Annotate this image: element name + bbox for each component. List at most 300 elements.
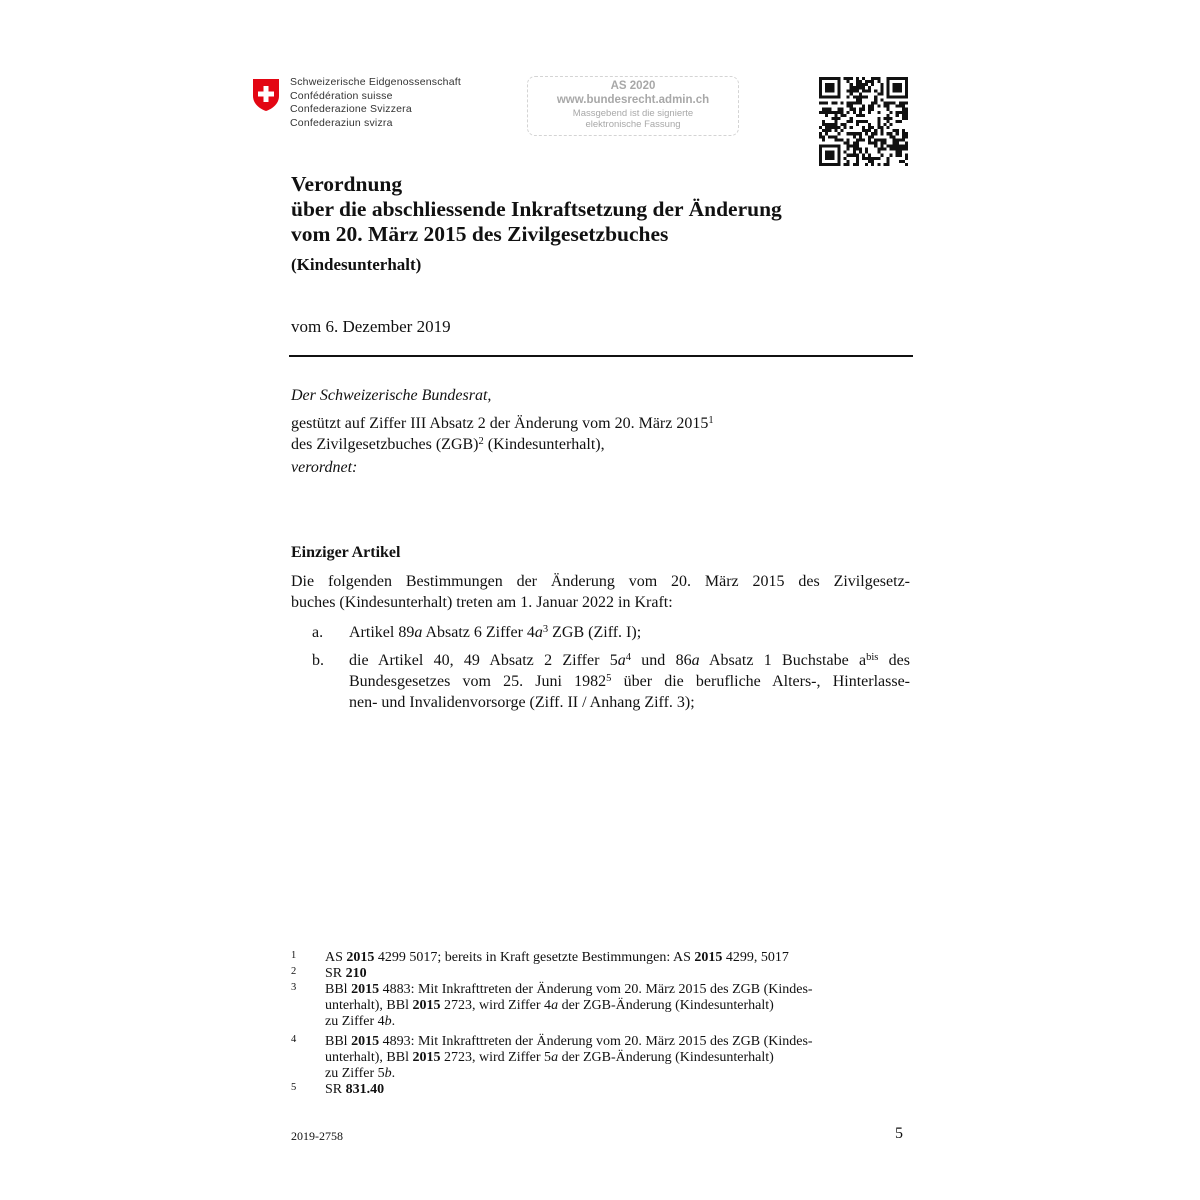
qr-module — [865, 80, 868, 83]
qr-module — [856, 77, 859, 80]
qr-module — [874, 129, 877, 132]
footnote-text: zu Ziffer 5 — [325, 1066, 385, 1081]
qr-module — [868, 129, 871, 132]
qr-module — [853, 102, 856, 105]
qr-module — [865, 151, 868, 154]
footnote-text: 4299, 5017 — [722, 950, 789, 965]
qr-module — [880, 154, 883, 157]
qr-module — [902, 105, 905, 108]
qr-module — [856, 145, 859, 148]
qr-module — [871, 80, 874, 83]
qr-module — [865, 163, 868, 166]
qr-module — [825, 145, 828, 148]
qr-module — [862, 114, 865, 117]
qr-module — [887, 108, 890, 111]
qr-module — [896, 86, 899, 89]
qr-module — [837, 160, 840, 163]
qr-module — [825, 129, 828, 132]
item-a-text-3: ZGB (Ziff. I); — [548, 624, 642, 641]
qr-module — [837, 163, 840, 166]
footnote-text: unterhalt), BBl — [325, 1050, 413, 1065]
qr-module — [822, 129, 825, 132]
footnote-sr-number: 831.40 — [345, 1082, 385, 1097]
qr-module — [834, 114, 837, 117]
footnote-number: 5 — [291, 1082, 297, 1093]
qr-module — [874, 77, 877, 80]
item-b-l2-text-b: über die berufliche Alters-, Hinterlasse- — [611, 673, 910, 690]
qr-module — [840, 114, 843, 117]
qr-module — [856, 83, 859, 86]
qr-module — [877, 117, 880, 120]
qr-module — [834, 120, 837, 123]
article-intro-line-1: Die folgenden Bestimmungen der Änderung vom 20. März 2015 des Zivilgesetz- — [291, 573, 910, 590]
qr-module — [837, 77, 840, 80]
footnote-ref-2: 2 — [478, 436, 484, 447]
qr-module — [859, 151, 862, 154]
qr-module — [877, 123, 880, 126]
qr-module — [837, 157, 840, 160]
list-item-a — [312, 622, 910, 643]
qr-module — [825, 126, 828, 129]
footnote-text: . — [391, 1066, 396, 1081]
qr-module — [893, 135, 896, 138]
qr-module — [844, 123, 847, 126]
qr-module — [877, 80, 880, 83]
stamp-note-2: elektronische Fassung — [585, 119, 681, 130]
footnote-text: . — [391, 1014, 396, 1029]
qr-module — [874, 95, 877, 98]
qr-module — [893, 102, 896, 105]
qr-module — [831, 154, 834, 157]
footnote-year: 2015 — [412, 998, 441, 1013]
qr-module — [828, 77, 831, 80]
qr-module — [850, 83, 853, 86]
qr-module — [859, 108, 862, 111]
qr-module — [877, 120, 880, 123]
qr-module — [893, 83, 896, 86]
qr-module — [887, 132, 890, 135]
qr-module — [856, 154, 859, 157]
qr-module — [905, 86, 908, 89]
qr-module — [831, 126, 834, 129]
qr-module — [840, 129, 843, 132]
qr-module — [859, 111, 862, 114]
qr-module — [877, 77, 880, 80]
qr-module — [896, 148, 899, 151]
qr-module — [859, 98, 862, 101]
qr-module — [853, 148, 856, 151]
article-title: Einziger Artikel — [291, 544, 401, 561]
qr-module — [874, 132, 877, 135]
item-b-bis-superscript: bis — [866, 652, 879, 663]
qr-module — [828, 86, 831, 89]
qr-module — [828, 83, 831, 86]
qr-module — [905, 154, 908, 157]
qr-module — [868, 135, 871, 138]
qr-module — [837, 148, 840, 151]
qr-module — [859, 132, 862, 135]
footnote-italic: b — [384, 1014, 392, 1029]
qr-module — [834, 123, 837, 126]
qr-module — [859, 120, 862, 123]
footnote-2 — [291, 966, 891, 982]
qr-module — [905, 114, 908, 117]
qr-module — [837, 151, 840, 154]
qr-module — [862, 129, 865, 132]
qr-module — [819, 132, 822, 135]
qr-module — [831, 145, 834, 148]
qr-module — [865, 132, 868, 135]
qr-module — [847, 105, 850, 108]
footnote-text: BBl — [325, 1034, 352, 1049]
qr-module — [887, 160, 890, 163]
qr-module — [850, 117, 853, 120]
qr-module — [837, 80, 840, 83]
qr-module — [850, 132, 853, 135]
qr-module — [853, 132, 856, 135]
qr-module — [856, 86, 859, 89]
footnote-ref-1: 1 — [708, 415, 714, 426]
qr-module — [887, 157, 890, 160]
qr-module — [890, 135, 893, 138]
qr-module — [834, 111, 837, 114]
qr-module — [828, 129, 831, 132]
qr-module — [865, 157, 868, 160]
qr-module — [868, 154, 871, 157]
qr-module — [828, 89, 831, 92]
qr-module — [902, 102, 905, 105]
footnote-ref-5: 5 — [606, 673, 612, 684]
qr-module — [825, 123, 828, 126]
qr-module — [853, 145, 856, 148]
official-publication-stamp — [527, 76, 739, 136]
qr-module — [822, 102, 825, 105]
footnote-year: 2015 — [351, 1034, 380, 1049]
preamble-basis-text-1: gestützt auf Ziffer III Absatz 2 der Änderung vom 20. März 2015 — [291, 415, 709, 432]
qr-module — [831, 111, 834, 114]
qr-module — [831, 117, 834, 120]
qr-module — [844, 141, 847, 144]
qr-module — [902, 108, 905, 111]
qr-module — [850, 120, 853, 123]
item-b-l1-text-c: Absatz 1 Buchstabe a — [699, 652, 867, 669]
qr-module — [880, 145, 883, 148]
qr-module — [877, 157, 880, 160]
item-b-l2-text-a: Bundesgesetzes vom 25. Juni 1982 — [349, 673, 607, 690]
qr-module — [859, 148, 862, 151]
qr-module — [877, 148, 880, 151]
qr-module — [837, 86, 840, 89]
qr-module — [837, 111, 840, 114]
qr-module — [868, 105, 871, 108]
qr-module — [859, 114, 862, 117]
qr-module — [896, 95, 899, 98]
qr-module — [844, 126, 847, 129]
qr-module — [887, 163, 890, 166]
qr-module — [877, 126, 880, 129]
qr-module — [819, 77, 822, 80]
qr-module — [890, 154, 893, 157]
qr-module — [868, 108, 871, 111]
qr-module — [856, 148, 859, 151]
qr-module — [847, 111, 850, 114]
footnote-text: 4883: Mit Inkrafttreten der Änderung vom 20. März 2015 des ZGB (Kindes- — [379, 982, 813, 997]
qr-module — [831, 86, 834, 89]
qr-module — [896, 151, 899, 154]
qr-module — [887, 83, 890, 86]
qr-module — [825, 151, 828, 154]
qr-module — [825, 163, 828, 166]
qr-module — [834, 126, 837, 129]
qr-module — [865, 89, 868, 92]
qr-module — [893, 148, 896, 151]
qr-module — [902, 129, 905, 132]
qr-module — [887, 102, 890, 105]
qr-module — [896, 83, 899, 86]
item-b-line-1 — [349, 650, 910, 671]
qr-module — [880, 92, 883, 95]
qr-module — [880, 126, 883, 129]
qr-module — [853, 89, 856, 92]
preamble-legal-basis — [291, 413, 714, 455]
qr-module — [837, 108, 840, 111]
qr-module — [868, 160, 871, 163]
qr-module — [819, 92, 822, 95]
qr-module — [856, 102, 859, 105]
page-number: 5 — [895, 1125, 903, 1142]
qr-module — [819, 111, 822, 114]
footnote-text: 2723, wird Ziffer 4 — [440, 998, 552, 1013]
qr-module — [859, 80, 862, 83]
qr-module — [825, 157, 828, 160]
qr-module — [899, 105, 902, 108]
qr-module — [868, 86, 871, 89]
qr-module — [893, 145, 896, 148]
qr-module — [887, 145, 890, 148]
footnote-text: zu Ziffer 4 — [325, 1014, 385, 1029]
qr-module — [859, 83, 862, 86]
title-divider — [289, 355, 913, 357]
qr-module — [865, 83, 868, 86]
qr-module — [887, 120, 890, 123]
qr-module — [896, 105, 899, 108]
qr-module — [905, 89, 908, 92]
qr-module — [899, 145, 902, 148]
qr-module — [877, 151, 880, 154]
qr-module — [880, 148, 883, 151]
qr-module — [899, 160, 902, 163]
qr-module — [902, 160, 905, 163]
qr-module — [862, 126, 865, 129]
qr-module — [831, 77, 834, 80]
qr-module — [896, 77, 899, 80]
qr-module — [896, 145, 899, 148]
qr-module — [844, 151, 847, 154]
qr-module — [847, 132, 850, 135]
qr-module — [899, 120, 902, 123]
qr-module — [893, 95, 896, 98]
footnote-text: SR — [325, 1082, 346, 1097]
qr-module — [893, 129, 896, 132]
qr-module — [871, 126, 874, 129]
qr-module — [880, 129, 883, 132]
qr-module — [899, 154, 902, 157]
qr-module — [853, 108, 856, 111]
qr-module — [856, 89, 859, 92]
footnote-number: 3 — [291, 982, 297, 993]
qr-code-icon — [819, 77, 908, 166]
qr-module — [850, 105, 853, 108]
qr-module — [819, 157, 822, 160]
qr-module — [856, 98, 859, 101]
qr-module — [877, 111, 880, 114]
qr-module — [865, 148, 868, 151]
qr-module — [850, 154, 853, 157]
qr-module — [899, 138, 902, 141]
document-number: 2019-2758 — [291, 1129, 343, 1143]
qr-module — [890, 111, 893, 114]
qr-module — [883, 102, 886, 105]
qr-module — [890, 102, 893, 105]
qr-module — [856, 132, 859, 135]
title-line-3: vom 20. März 2015 des Zivilgesetzbuches — [291, 222, 669, 246]
qr-module — [893, 86, 896, 89]
qr-module — [896, 120, 899, 123]
qr-module — [822, 111, 825, 114]
qr-module — [831, 83, 834, 86]
qr-module — [871, 157, 874, 160]
qr-module — [828, 145, 831, 148]
qr-module — [840, 108, 843, 111]
qr-module — [874, 98, 877, 101]
qr-module — [825, 102, 828, 105]
qr-module — [862, 83, 865, 86]
qr-module — [825, 111, 828, 114]
qr-module — [865, 120, 868, 123]
qr-module — [831, 102, 834, 105]
qr-module — [837, 89, 840, 92]
qr-module — [840, 111, 843, 114]
qr-module — [831, 95, 834, 98]
footnote-text: AS — [325, 950, 347, 965]
preamble-basis-text-3: (Kindesunterhalt), — [483, 436, 605, 453]
qr-module — [893, 89, 896, 92]
qr-module — [902, 132, 905, 135]
qr-module — [877, 92, 880, 95]
qr-module — [825, 114, 828, 117]
qr-module — [871, 83, 874, 86]
qr-module — [890, 148, 893, 151]
qr-module — [834, 129, 837, 132]
qr-module — [819, 86, 822, 89]
qr-module — [828, 123, 831, 126]
qr-module — [862, 120, 865, 123]
qr-module — [871, 163, 874, 166]
qr-module — [828, 108, 831, 111]
qr-module — [893, 77, 896, 80]
qr-module — [883, 138, 886, 141]
qr-module — [868, 141, 871, 144]
qr-module — [844, 114, 847, 117]
qr-module — [899, 151, 902, 154]
qr-module — [859, 135, 862, 138]
qr-module — [828, 154, 831, 157]
qr-module — [856, 123, 859, 126]
list-item-b — [312, 650, 910, 713]
qr-module — [874, 102, 877, 105]
qr-module — [899, 148, 902, 151]
footnote-4 — [291, 1034, 891, 1082]
qr-module — [880, 138, 883, 141]
qr-module — [862, 157, 865, 160]
qr-module — [887, 105, 890, 108]
qr-module — [856, 80, 859, 83]
qr-module — [871, 108, 874, 111]
qr-module — [825, 95, 828, 98]
qr-module — [825, 89, 828, 92]
footnote-1 — [291, 950, 891, 966]
qr-module — [831, 123, 834, 126]
qr-module — [887, 92, 890, 95]
item-b-l1-text-a: die Artikel 40, 49 Absatz 2 Ziffer 5 — [349, 652, 618, 669]
qr-module — [868, 111, 871, 114]
qr-module — [874, 157, 877, 160]
qr-module — [899, 77, 902, 80]
qr-module — [887, 77, 890, 80]
item-b-l1-italic-1: a — [617, 652, 626, 669]
qr-module — [883, 148, 886, 151]
qr-module — [837, 145, 840, 148]
qr-module — [862, 105, 865, 108]
qr-module — [834, 135, 837, 138]
qr-module — [871, 135, 874, 138]
footnote-text: 4299 5017; bereits in Kraft gesetzte Bestimmungen: AS — [374, 950, 695, 965]
qr-module — [899, 86, 902, 89]
qr-module — [847, 148, 850, 151]
qr-module — [874, 141, 877, 144]
qr-module — [896, 111, 899, 114]
qr-module — [902, 117, 905, 120]
footnote-text: SR — [325, 966, 346, 981]
list-label-a: a. — [312, 624, 324, 641]
qr-module — [896, 154, 899, 157]
qr-module — [890, 123, 893, 126]
qr-module — [837, 117, 840, 120]
footnote-text: BBl — [325, 982, 352, 997]
qr-module — [853, 154, 856, 157]
qr-module — [883, 163, 886, 166]
qr-module — [905, 102, 908, 105]
footnote-year: 2015 — [351, 982, 380, 997]
qr-module — [890, 95, 893, 98]
qr-module — [899, 95, 902, 98]
qr-module — [834, 95, 837, 98]
qr-module — [825, 77, 828, 80]
qr-module — [819, 80, 822, 83]
qr-module — [902, 148, 905, 151]
qr-module — [819, 151, 822, 154]
qr-module — [871, 102, 874, 105]
qr-module — [825, 86, 828, 89]
qr-module — [896, 141, 899, 144]
qr-module — [831, 151, 834, 154]
qr-module — [856, 160, 859, 163]
gov-name-rm: Confederaziun svizra — [290, 116, 393, 129]
qr-module — [905, 77, 908, 80]
qr-module — [868, 138, 871, 141]
qr-module — [862, 77, 865, 80]
title-line-2: über die abschliessende Inkraftsetzung der Änderung — [291, 197, 782, 221]
